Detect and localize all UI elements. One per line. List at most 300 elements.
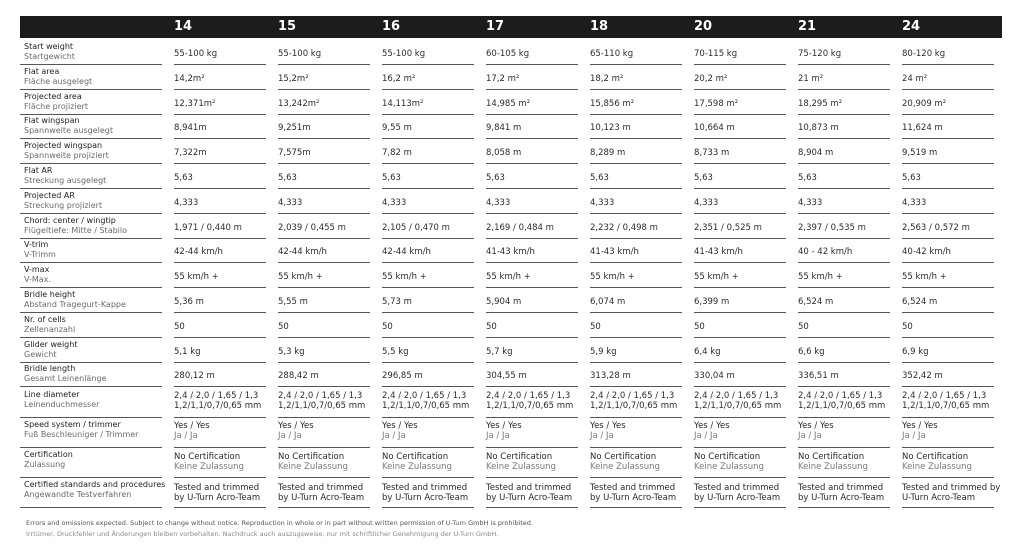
spec-row [20, 238, 1002, 263]
value-cell-20: 20,2 m² [694, 74, 728, 84]
value-cell-14: 5,36 m [174, 297, 204, 307]
row-label [24, 42, 75, 62]
value-cell-15 [278, 452, 348, 472]
value-line-1: Yes / Yes [798, 421, 834, 431]
cell-divider [798, 507, 890, 508]
spec-row-certification [20, 448, 1002, 478]
spec-row-speed-system [20, 418, 1002, 448]
value-line-1: No Certification [486, 452, 553, 462]
value-cell-17 [486, 452, 556, 472]
cell-divider [486, 507, 578, 508]
row-label [24, 191, 102, 211]
value-cell-18: 10,123 m [590, 123, 631, 133]
value-cell-21 [798, 483, 884, 503]
value-cell-18: 65-110 kg [590, 49, 634, 59]
value-cell-17: 50 [486, 322, 497, 332]
value-cell-18: 5,63 [590, 173, 609, 183]
label-de: Zulassung [24, 460, 66, 469]
value-cell-21: 4,333 [798, 198, 823, 208]
value-cell-15: 13,242m² [278, 99, 320, 109]
value-cell-17: 4,333 [486, 198, 511, 208]
row-divider [20, 386, 162, 387]
row-label [24, 290, 126, 310]
value-cell-18: 18,2 m² [590, 74, 624, 84]
value-cell-15: 55 km/h + [278, 272, 323, 282]
label-en: Speed system / trimmer [24, 420, 121, 429]
value-line-1: No Certification [902, 452, 969, 462]
value-cell-16: 9,55 m [382, 123, 412, 133]
value-cell-16: 5,5 kg [382, 347, 409, 357]
value-line-2: Keine Zulassung [278, 462, 348, 472]
value-cell-24 [902, 483, 1000, 503]
cell-divider [278, 507, 370, 508]
value-cell-16: 55-100 kg [382, 49, 426, 59]
value-line-1: Tested and trimmed [278, 483, 364, 493]
value-cell-21: 18,295 m² [798, 99, 843, 109]
cell-divider [382, 507, 474, 508]
row-label [24, 450, 73, 470]
value-cell-24: 9,519 m [902, 148, 938, 158]
label-en: Nr. of cells [24, 315, 66, 324]
value-cell-16 [382, 452, 452, 472]
value-line-1: Yes / Yes [486, 421, 522, 431]
value-line-2: by U-Turn Acro-Team [590, 493, 677, 503]
value-cell-14: 42-44 km/h [174, 247, 223, 257]
label-de: Gesamt Leinenlänge [24, 374, 107, 383]
label-en: Certified standards and procedures [24, 480, 166, 489]
cell-divider [486, 386, 578, 387]
value-cell-21: 6,524 m [798, 297, 834, 307]
value-cell-24: 6,524 m [902, 297, 938, 307]
value-cell-18 [590, 421, 626, 441]
value-cell-21: 10,873 m [798, 123, 839, 133]
value-cell-20: 6,399 m [694, 297, 730, 307]
value-cell-14: 7,322m [174, 148, 207, 158]
value-line-1: 2,4 / 2,0 / 1,65 / 1,3 [278, 391, 363, 401]
value-line-1: No Certification [382, 452, 449, 462]
label-en: Chord: center / wingtip [24, 216, 116, 225]
value-line-2: by U-Turn Acro-Team [278, 493, 365, 503]
value-cell-15 [278, 391, 365, 411]
value-cell-24 [902, 391, 989, 411]
value-line-1: 2,4 / 2,0 / 1,65 / 1,3 [590, 391, 675, 401]
label-de: V-Max. [24, 275, 51, 284]
value-cell-17 [486, 421, 522, 441]
value-cell-16: 5,63 [382, 173, 401, 183]
value-cell-21: 40 - 42 km/h [798, 247, 853, 257]
row-label [24, 420, 138, 440]
value-cell-15: 5,55 m [278, 297, 308, 307]
value-cell-21: 50 [798, 322, 809, 332]
value-cell-24: 50 [902, 322, 913, 332]
value-cell-14: 50 [174, 322, 185, 332]
value-cell-16: 14,113m² [382, 99, 424, 109]
cell-divider [382, 386, 474, 387]
value-cell-20 [694, 391, 781, 411]
cell-divider [590, 507, 682, 508]
value-cell-21: 6,6 kg [798, 347, 825, 357]
value-line-1: No Certification [590, 452, 657, 462]
spec-row [20, 139, 1002, 164]
label-de: Flügeltiefe: Mitte / Stabilo [24, 226, 128, 235]
value-line-1: Tested and trimmed by [902, 483, 1001, 493]
label-en: Flat wingspan [24, 116, 80, 125]
spec-row [20, 263, 1002, 288]
value-line-1: No Certification [798, 452, 865, 462]
value-line-2: Keine Zulassung [486, 462, 556, 472]
value-cell-21: 21 m² [798, 74, 824, 84]
value-cell-15: 42-44 km/h [278, 247, 327, 257]
label-en: Flat area [24, 67, 60, 76]
row-label [24, 116, 113, 136]
spec-row [20, 288, 1002, 313]
value-line-2: Ja / Ja [590, 431, 614, 441]
value-cell-18: 4,333 [590, 198, 615, 208]
value-cell-14: 1,971 / 0,440 m [174, 223, 242, 233]
value-cell-24: 5,63 [902, 173, 921, 183]
row-divider [20, 507, 162, 508]
label-en: Bridle height [24, 290, 76, 299]
value-line-1: Tested and trimmed [798, 483, 884, 493]
spec-row [20, 362, 1002, 387]
label-en: Glider weight [24, 340, 78, 349]
value-line-2: by U-Turn Acro-Team [798, 493, 885, 503]
row-label [24, 240, 56, 260]
value-line-1: No Certification [694, 452, 761, 462]
value-cell-18: 55 km/h + [590, 272, 635, 282]
value-cell-21: 8,904 m [798, 148, 834, 158]
value-cell-21: 336,51 m [798, 371, 839, 381]
spec-row [20, 313, 1002, 338]
value-cell-18: 8,289 m [590, 148, 626, 158]
value-cell-21: 55 km/h + [798, 272, 843, 282]
value-cell-16: 4,333 [382, 198, 407, 208]
value-cell-14: 280,12 m [174, 371, 215, 381]
value-line-1: 2,4 / 2,0 / 1,65 / 1,3 [382, 391, 467, 401]
size-header-20: 20 [694, 19, 713, 34]
value-cell-20 [694, 483, 780, 503]
row-label [24, 480, 165, 500]
label-de: Streckung projiziert [24, 201, 103, 210]
label-de: Zellenanzahl [24, 325, 76, 334]
row-label [24, 92, 88, 112]
value-line-1: No Certification [278, 452, 345, 462]
value-cell-17: 17,2 m² [486, 74, 520, 84]
value-cell-24: 40-42 km/h [902, 247, 951, 257]
value-line-2: 1,2/1,1/0,7/0,65 mm [278, 401, 366, 411]
value-cell-24: 4,333 [902, 198, 927, 208]
label-en: V-max [24, 265, 50, 274]
label-de: Abstand Tragegurt-Kappe [24, 300, 126, 309]
value-cell-24 [902, 452, 972, 472]
value-cell-14 [174, 483, 260, 503]
value-cell-17: 5,63 [486, 173, 505, 183]
value-line-1: Tested and trimmed [382, 483, 468, 493]
cell-divider [694, 386, 786, 387]
size-header-18: 18 [590, 19, 609, 34]
label-de: Spannweite ausgelegt [24, 126, 113, 135]
value-line-2: Keine Zulassung [694, 462, 764, 472]
label-en: Flat AR [24, 166, 53, 175]
spec-row [20, 90, 1002, 115]
value-cell-17: 14,985 m² [486, 99, 531, 109]
label-en: Bridle length [24, 364, 76, 373]
value-cell-24: 80-120 kg [902, 49, 946, 59]
value-cell-17: 304,55 m [486, 371, 527, 381]
value-cell-24: 352,42 m [902, 371, 943, 381]
spec-row [20, 338, 1002, 363]
value-line-2: Ja / Ja [486, 431, 510, 441]
label-de: Startgewicht [24, 52, 75, 61]
spec-row-line-diameter [20, 388, 1002, 418]
size-header-17: 17 [486, 19, 505, 34]
value-cell-20: 10,664 m [694, 123, 735, 133]
value-line-1: 2,4 / 2,0 / 1,65 / 1,3 [486, 391, 571, 401]
value-line-1: Yes / Yes [590, 421, 626, 431]
size-header-21: 21 [798, 19, 817, 34]
label-en: Projected wingspan [24, 141, 103, 150]
value-line-2: Ja / Ja [278, 431, 302, 441]
value-line-2: by U-Turn Acro-Team [382, 493, 469, 503]
value-cell-16: 296,85 m [382, 371, 423, 381]
value-cell-14 [174, 452, 244, 472]
spec-row-standards [20, 478, 1002, 508]
value-line-2: Keine Zulassung [382, 462, 452, 472]
value-cell-21: 2,397 / 0,535 m [798, 223, 866, 233]
value-cell-14: 12,371m² [174, 99, 216, 109]
value-cell-24: 24 m² [902, 74, 928, 84]
value-line-2: Keine Zulassung [174, 462, 244, 472]
value-line-2: by U-Turn Acro-Team [694, 493, 781, 503]
value-cell-18 [590, 452, 660, 472]
value-line-2: 1,2/1,1/0,7/0,65 mm [694, 401, 782, 411]
value-cell-16 [382, 391, 469, 411]
spec-row [20, 164, 1002, 189]
value-line-1: 2,4 / 2,0 / 1,65 / 1,3 [902, 391, 987, 401]
row-label [24, 166, 106, 186]
value-line-1: Tested and trimmed [694, 483, 780, 493]
disclaimer-en: Errors and omissions expected. Subject to change without notice. Reproduction in whole or in part without written permission of U-Turn GmbH is prohibited. [26, 519, 534, 527]
value-line-1: Tested and trimmed [174, 483, 260, 493]
value-cell-16 [382, 483, 468, 503]
value-line-2: 1,2/1,1/0,7/0,65 mm [902, 401, 990, 411]
value-cell-18 [590, 391, 677, 411]
value-cell-14: 14,2m² [174, 74, 205, 84]
value-cell-17: 5,904 m [486, 297, 522, 307]
value-cell-21 [798, 391, 885, 411]
label-de: Leinenduchmesser [24, 400, 100, 409]
value-line-2: 1,2/1,1/0,7/0,65 mm [798, 401, 886, 411]
value-cell-14: 55-100 kg [174, 49, 218, 59]
value-cell-16: 7,82 m [382, 148, 412, 158]
row-label [24, 216, 127, 236]
value-cell-16: 2,105 / 0,470 m [382, 223, 450, 233]
value-line-2: 1,2/1,1/0,7/0,65 mm [486, 401, 574, 411]
value-cell-17: 5,7 kg [486, 347, 513, 357]
value-line-1: Yes / Yes [278, 421, 314, 431]
value-cell-16: 50 [382, 322, 393, 332]
value-line-2: by U-Turn Acro-Team [174, 493, 261, 503]
value-cell-20: 8,733 m [694, 148, 730, 158]
value-cell-16 [382, 421, 418, 441]
row-label [24, 141, 109, 161]
value-cell-16: 42-44 km/h [382, 247, 431, 257]
value-cell-14 [174, 421, 210, 441]
cell-divider [174, 386, 266, 387]
value-cell-15 [278, 483, 364, 503]
label-en: Start weight [24, 42, 74, 51]
value-cell-15: 5,63 [278, 173, 297, 183]
value-cell-17 [486, 391, 573, 411]
value-cell-18: 50 [590, 322, 601, 332]
value-cell-15 [278, 421, 314, 441]
value-cell-17: 55 km/h + [486, 272, 531, 282]
cell-divider [694, 507, 786, 508]
label-de: Gewicht [24, 350, 57, 359]
value-cell-15: 50 [278, 322, 289, 332]
value-cell-24: 55 km/h + [902, 272, 947, 282]
value-cell-20: 5,63 [694, 173, 713, 183]
value-line-2: 1,2/1,1/0,7/0,65 mm [590, 401, 678, 411]
value-cell-21 [798, 452, 868, 472]
value-cell-17 [486, 483, 572, 503]
value-cell-20: 2,351 / 0,525 m [694, 223, 762, 233]
spec-row [20, 214, 1002, 239]
value-cell-24: 6,9 kg [902, 347, 929, 357]
value-line-2: Keine Zulassung [902, 462, 972, 472]
value-cell-14: 55 km/h + [174, 272, 219, 282]
value-line-1: Yes / Yes [174, 421, 210, 431]
label-en: Certification [24, 450, 73, 459]
value-cell-17: 2,169 / 0,484 m [486, 223, 554, 233]
value-cell-14 [174, 391, 261, 411]
value-cell-16: 5,73 m [382, 297, 412, 307]
row-label [24, 340, 77, 360]
value-cell-15: 7,575m [278, 148, 311, 158]
value-line-2: Ja / Ja [694, 431, 718, 441]
value-line-1: Yes / Yes [382, 421, 418, 431]
value-cell-17: 41-43 km/h [486, 247, 535, 257]
value-line-2: U-Turn Acro-Team [902, 493, 975, 503]
value-cell-24: 11,624 m [902, 123, 943, 133]
value-cell-18: 313,28 m [590, 371, 631, 381]
value-cell-15: 9,251m [278, 123, 311, 133]
value-cell-18: 6,074 m [590, 297, 626, 307]
value-cell-18: 15,856 m² [590, 99, 635, 109]
size-header-24: 24 [902, 19, 921, 34]
value-cell-15: 288,42 m [278, 371, 319, 381]
value-cell-16: 16,2 m² [382, 74, 416, 84]
cell-divider [902, 507, 994, 508]
size-header-bar [20, 16, 1002, 38]
value-line-1: Yes / Yes [902, 421, 938, 431]
cell-divider [902, 386, 994, 387]
label-en: Line diameter [24, 390, 80, 399]
value-line-2: Ja / Ja [382, 431, 406, 441]
value-line-1: 2,4 / 2,0 / 1,65 / 1,3 [694, 391, 779, 401]
row-label [24, 265, 51, 285]
value-cell-18: 5,9 kg [590, 347, 617, 357]
value-line-1: Tested and trimmed [590, 483, 676, 493]
value-line-2: Ja / Ja [798, 431, 822, 441]
value-cell-18 [590, 483, 676, 503]
cell-divider [278, 386, 370, 387]
value-cell-20: 41-43 km/h [694, 247, 743, 257]
spec-row [20, 65, 1002, 90]
value-line-2: Keine Zulassung [590, 462, 660, 472]
value-line-2: 1,2/1,1/0,7/0,65 mm [174, 401, 262, 411]
value-cell-15: 4,333 [278, 198, 303, 208]
value-cell-24 [902, 421, 938, 441]
value-line-1: No Certification [174, 452, 241, 462]
value-line-2: 1,2/1,1/0,7/0,65 mm [382, 401, 470, 411]
cell-divider [798, 386, 890, 387]
value-cell-14: 4,333 [174, 198, 199, 208]
row-label [24, 315, 75, 335]
row-label [24, 67, 92, 87]
size-header-16: 16 [382, 19, 401, 34]
value-line-1: Yes / Yes [694, 421, 730, 431]
value-cell-20 [694, 421, 730, 441]
value-cell-14: 8,941m [174, 123, 207, 133]
value-cell-24: 2,563 / 0,572 m [902, 223, 970, 233]
value-cell-21 [798, 421, 834, 441]
size-header-15: 15 [278, 19, 297, 34]
row-label [24, 364, 106, 384]
label-de: Spannweite projiziert [24, 151, 109, 160]
value-line-1: Tested and trimmed [486, 483, 572, 493]
value-cell-15: 15,2m² [278, 74, 309, 84]
value-cell-21: 75-120 kg [798, 49, 842, 59]
value-cell-20 [694, 452, 764, 472]
spec-row [20, 114, 1002, 139]
value-cell-20: 330,04 m [694, 371, 735, 381]
label-de: Fuß Beschleuniger / Trimmer [24, 430, 139, 439]
cell-divider [174, 507, 266, 508]
value-cell-20: 50 [694, 322, 705, 332]
row-label [24, 390, 99, 410]
value-cell-20: 70-115 kg [694, 49, 738, 59]
label-de: Fläche ausgelegt [24, 77, 93, 86]
label-de: Fläche projiziert [24, 102, 88, 111]
value-cell-18: 41-43 km/h [590, 247, 639, 257]
value-cell-15: 2,039 / 0,455 m [278, 223, 346, 233]
value-cell-17: 9,841 m [486, 123, 522, 133]
value-cell-20: 17,598 m² [694, 99, 739, 109]
value-line-2: Ja / Ja [902, 431, 926, 441]
value-cell-15: 5,3 kg [278, 347, 305, 357]
label-de: Angewandte Testverfahren [24, 490, 132, 499]
value-cell-14: 5,1 kg [174, 347, 201, 357]
label-en: Projected area [24, 92, 82, 101]
spec-row [20, 40, 1002, 65]
value-cell-15: 55-100 kg [278, 49, 322, 59]
value-cell-17: 60-105 kg [486, 49, 530, 59]
spec-row [20, 189, 1002, 214]
disclaimer-de: Irrtümer, Druckfehler und Änderungen bleiben vorbehalten. Nachdruck auch auszugsweise, nur mit schriftlicher Genehmigung der U-Turn GmbH. [26, 530, 499, 538]
size-header-14: 14 [174, 19, 193, 34]
value-cell-17: 8,058 m [486, 148, 522, 158]
label-de: Streckung ausgelegt [24, 176, 107, 185]
value-line-1: 2,4 / 2,0 / 1,65 / 1,3 [174, 391, 259, 401]
label-de: V-Trimm [24, 250, 56, 259]
value-cell-21: 5,63 [798, 173, 817, 183]
value-cell-14: 5,63 [174, 173, 193, 183]
value-cell-16: 55 km/h + [382, 272, 427, 282]
label-en: V-trim [24, 240, 49, 249]
value-cell-20: 4,333 [694, 198, 719, 208]
label-en: Projected AR [24, 191, 75, 200]
